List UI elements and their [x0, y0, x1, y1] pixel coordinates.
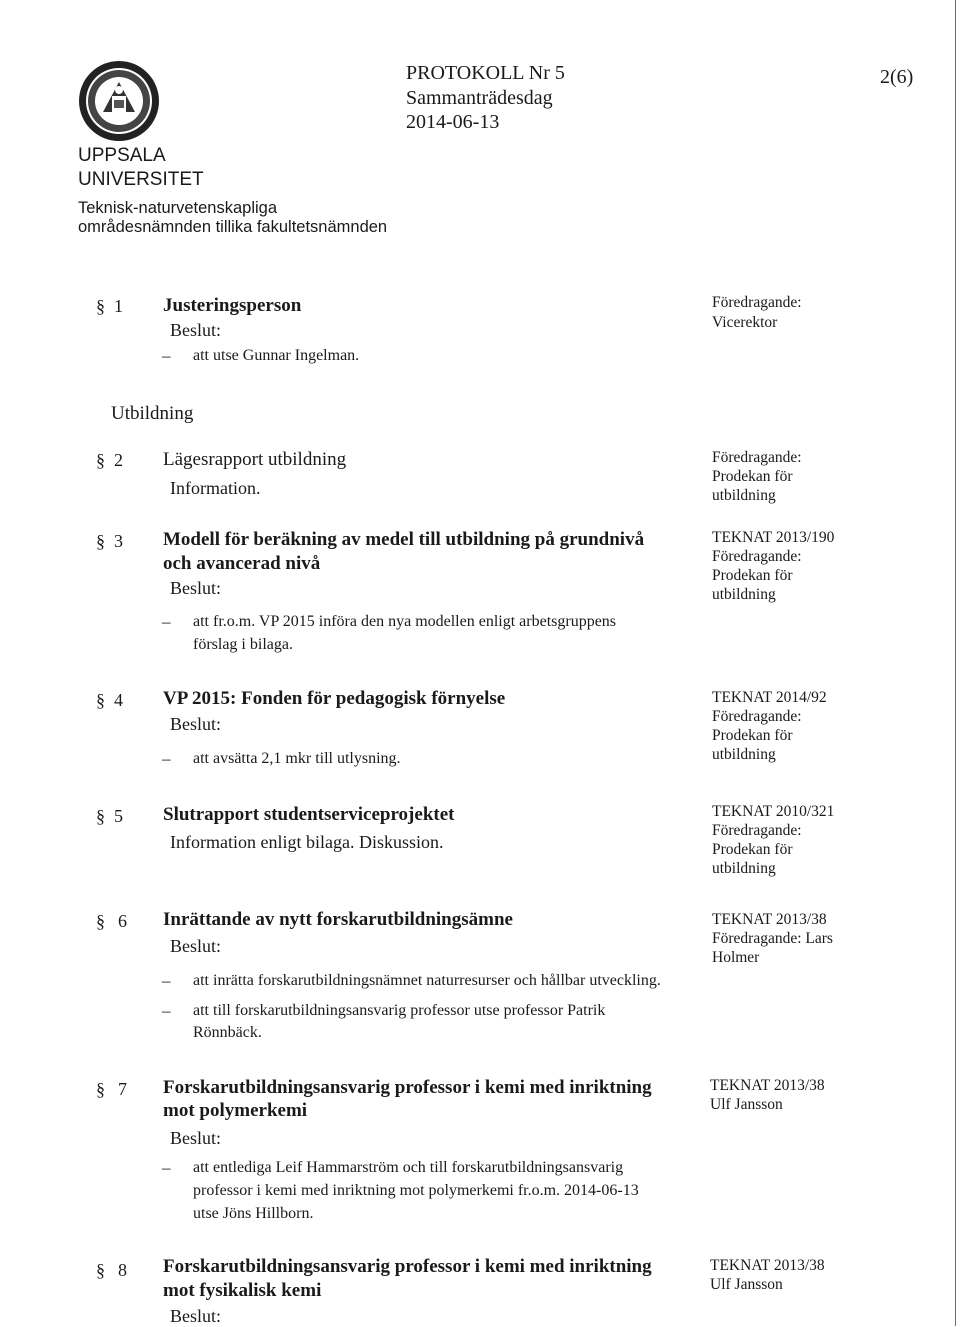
paragraph-sign: §	[96, 296, 105, 316]
section-7-presenter: Ulf Jansson	[710, 1096, 783, 1113]
dash-bullet: –	[162, 346, 171, 365]
section-6-item2-line2: Rönnbäck.	[193, 1024, 262, 1041]
dash-bullet: –	[162, 1158, 171, 1177]
university-seal-logo	[78, 60, 160, 142]
section-7-item-line1: att entlediga Leif Hammarström och till forskarutbildningsansvarig	[193, 1159, 624, 1176]
section-6-presenter: Föredragande: Lars	[712, 930, 833, 947]
section-8-number: 8	[118, 1260, 127, 1280]
section-3-presenter-line2: utbildning	[712, 586, 776, 603]
dash-bullet: –	[162, 1001, 171, 1020]
dash-bullet: –	[162, 749, 171, 768]
section-3-title-line2: och avancerad nivå	[163, 553, 321, 574]
section-2-body: Information.	[170, 478, 261, 498]
section-8-beslut: Beslut:	[170, 1306, 222, 1326]
section-3-case-number: TEKNAT 2013/190	[712, 529, 835, 546]
paragraph-sign: §	[96, 690, 105, 710]
section-2-number: 2	[114, 450, 123, 470]
section-7-title-line1: Forskarutbildningsansvarig professor i kemi med inriktning	[163, 1077, 652, 1098]
paragraph-sign: §	[96, 450, 105, 470]
section-5-presenter-line2: utbildning	[712, 860, 776, 877]
section-7-item-line2: professor i kemi med inriktning mot polymerkemi fr.o.m. 2014-06-13	[193, 1182, 639, 1199]
section-5-case-number: TEKNAT 2010/321	[712, 803, 835, 820]
paragraph-sign: §	[96, 531, 105, 551]
section-3-item-line2: förslag i bilaga.	[193, 636, 293, 653]
dash-bullet: –	[162, 971, 171, 990]
section-1-number: 1	[114, 296, 123, 316]
section-5-title: Slutrapport studentserviceprojektet	[163, 804, 455, 825]
page-number: 2(6)	[880, 66, 914, 88]
page-edge-line	[955, 0, 956, 1326]
section-6-title: Inrättande av nytt forskarutbildningsämne	[163, 909, 513, 930]
paragraph-sign: §	[96, 1260, 105, 1280]
section-4-case-number: TEKNAT 2014/92	[712, 689, 827, 706]
section-4-item: att avsätta 2,1 mkr till utlysning.	[193, 750, 401, 767]
section-2-presenter-line1: Prodekan för	[712, 468, 793, 485]
section-6-item1: att inrätta forskarutbildningsnämnet naturresurser och hållbar utveckling.	[193, 972, 661, 989]
section-7-number: 7	[118, 1079, 127, 1099]
section-6-number: 6	[118, 911, 127, 931]
section-8-presenter: Ulf Jansson	[710, 1276, 783, 1293]
section-7-beslut: Beslut:	[170, 1128, 222, 1148]
section-7-case-number: TEKNAT 2013/38	[710, 1077, 825, 1094]
section-1-title: Justeringsperson	[163, 295, 302, 316]
section-3-title-line1: Modell för beräkning av medel till utbildning på grundnivå	[163, 529, 645, 550]
section-6-presenter-line2: Holmer	[712, 949, 760, 966]
section-4-presenter-line2: utbildning	[712, 746, 776, 763]
section-3-presenter-label: Föredragande:	[712, 548, 802, 565]
section-4-beslut: Beslut:	[170, 714, 222, 734]
section-1-beslut: Beslut:	[170, 320, 222, 340]
section-4-presenter-line1: Prodekan för	[712, 727, 793, 744]
section-3-beslut: Beslut:	[170, 578, 222, 598]
section-5-body: Information enligt bilaga. Diskussion.	[170, 832, 444, 852]
section-3-number: 3	[114, 531, 123, 551]
section-6-case-number: TEKNAT 2013/38	[712, 911, 827, 928]
section-8-case-number: TEKNAT 2013/38	[710, 1257, 825, 1274]
dash-bullet: –	[162, 612, 171, 631]
paragraph-sign: §	[96, 911, 105, 931]
section-4-title: VP 2015: Fonden för pedagogisk förnyelse	[163, 688, 506, 709]
section-4-number: 4	[114, 690, 123, 710]
section-8-title-line2: mot fysikalisk kemi	[163, 1280, 322, 1301]
section-2-presenter-line2: utbildning	[712, 487, 776, 504]
paragraph-sign: §	[96, 1079, 105, 1099]
section-5-presenter-line1: Prodekan för	[712, 841, 793, 858]
section-7-item-line3: utse Jöns Hillborn.	[193, 1205, 314, 1222]
section-6-beslut: Beslut:	[170, 936, 222, 956]
section-8-title-line1: Forskarutbildningsansvarig professor i kemi med inriktning	[163, 1256, 652, 1277]
section-5-presenter-label: Föredragande:	[712, 822, 802, 839]
university-name-line1: UPPSALA	[78, 145, 166, 166]
section-1-presenter: Vicerektor	[712, 314, 778, 331]
section-7-title-line2: mot polymerkemi	[163, 1100, 308, 1121]
section-3-item-line1: att fr.o.m. VP 2015 införa den nya modellen enligt arbetsgruppens	[193, 613, 617, 630]
section-2-title: Lägesrapport utbildning	[163, 449, 347, 470]
section-2-presenter-label: Föredragande:	[712, 449, 802, 466]
section-5-number: 5	[114, 806, 123, 826]
section-3-presenter-line1: Prodekan för	[712, 567, 793, 584]
document-date: 2014-06-13	[406, 111, 500, 133]
document-title: PROTOKOLL Nr 5	[406, 62, 565, 84]
section-1-presenter-label: Föredragande:	[712, 294, 802, 311]
category-heading: Utbildning	[111, 403, 194, 424]
paragraph-sign: §	[96, 806, 105, 826]
document-type: Sammanträdesdag	[406, 87, 553, 109]
section-1-item: att utse Gunnar Ingelman.	[193, 347, 360, 364]
university-name-line2: UNIVERSITET	[78, 169, 204, 190]
faculty-name-line2: områdesnämnden tillika fakultetsnämnden	[78, 218, 388, 236]
section-4-presenter-label: Föredragande:	[712, 708, 802, 725]
faculty-name-line1: Teknisk-naturvetenskapliga	[78, 199, 278, 217]
section-6-item2-line1: att till forskarutbildningsansvarig professor utse professor Patrik	[193, 1002, 606, 1019]
